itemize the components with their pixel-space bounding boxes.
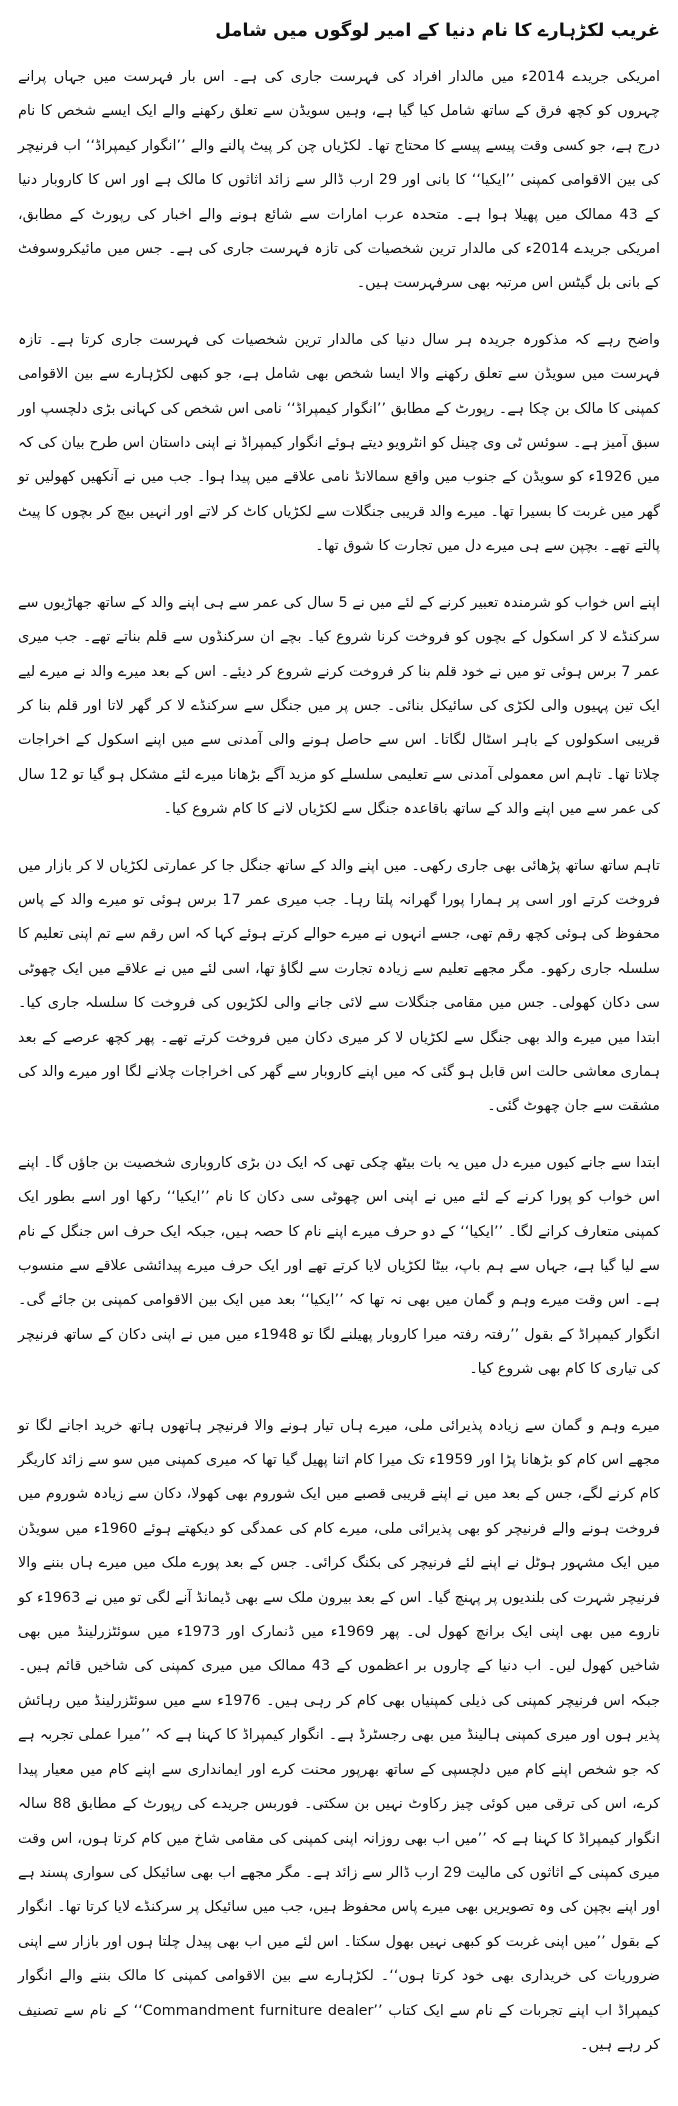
paragraph-1: امریکی جریدے 2014ء میں مالدار افراد کی فہرست جاری کی ہے۔ اس بار فہرست میں جہاں پرانے چہروں کو کچھ فرق کے ساتھ شامل کیا گیا ہے، وہیں سویڈن سے تعلق رکھنے والے ایک ایسے شخص کا نام درج ہے، جو کسی وقت پیسے پیسے کا محتاج تھا۔ لکڑیاں چن کر پیٹ پالنے والے ’’انگوار کیمپراڈ‘‘ اب فرنیچر کی بین الاقوامی کمپنی ’’ایکیا‘‘ کا بانی اور 29 ارب ڈالر سے زائد اثاثوں کا مالک ہے اور اس کا کاروبار دنیا کے 43 ممالک میں پھیلا ہوا ہے۔ متحدہ عرب امارات سے شائع ہونے والے اخبار کی رپورٹ کے مطابق، امریکی جریدے 2014ء کی مالدار ترین شخصیات کی تازہ فہرست جاری کی ہے۔ جس میں مائیکروسوفٹ کے بانی بل گیٹس اس مرتبہ بھی سرفہرست ہیں۔ [18,69,660,292]
paragraph-2: واضح رہے کہ مذکورہ جریدہ ہر سال دنیا کی مالدار ترین شخصیات کی فہرست جاری کرتا ہے۔ تازہ فہرست میں سویڈن سے تعلق رکھنے والا ایسا شخص بھی شامل ہے، جو کبھی لکڑہارے سے بین الاقوامی کمپنی کا مالک بن چکا ہے۔ رپورٹ کے مطابق ’’انگوار کیمپراڈ‘‘ نامی اس شخص کی کہانی بڑی دلچسپ اور سبق آمیز ہے۔ سوئس ٹی وی چینل کو انٹرویو دیتے ہوئے انگوار کیمپراڈ نے اپنی داستان اس طرح بیان کی کہ میں 1926ء کو سویڈن کے جنوب میں واقع سمالانڈ نامی علاقے میں پیدا ہوا۔ جب میں نے آنکھیں کھولیں تو گھر میں غربت کا بسیرا تھا۔ میرے والد قریبی جنگلات سے لکڑیاں کاٹ کر لاتے اور انہیں بیچ کر بچوں کا پیٹ پالتے تھے۔ بچپن سے ہی میرے دل میں تجارت کا شوق تھا۔ [18,331,660,555]
paragraph-5: ابتدا سے جانے کیوں میرے دل میں یہ بات بیٹھ چکی تھی کہ ایک دن بڑی کاروباری شخصیت بن جاؤں گا۔ اپنے اس خواب کو پورا کرنے کے لئے میں نے اپنی اس چھوٹی سی دکان کا نام ’’ایکیا‘‘ رکھا اور اسے بطور ایک کمپنی متعارف کرانے لگا۔ ’’ایکیا‘‘ کے دو حرف میرے اپنے نام کا حصہ ہیں، جبکہ ایک حرف اس جنگل کے نام سے لیا گیا ہے، جہاں سے ہم باپ، بیٹا لکڑیاں لایا کرتے تھے اور ایک حرف میرے پیدائشی علاقے سے منسوب ہے۔ اس وقت میرے وہم و گمان میں بھی نہ تھا کہ ’’ایکیا‘‘ بعد میں ایک بین الاقوامی کمپنی بن جائے گی۔ انگوار کیمپراڈ کے بقول ’’رفتہ رفتہ میرا کاروبار پھیلنے لگا تو 1948ء میں میں نے اپنی دکان کے ساتھ فرنیچر کی تیاری کا کام بھی شروع کیا۔ [18,1154,660,1378]
article-title: غریب لکڑہارے کا نام دنیا کے امیر لوگوں میں شامل [215,20,660,41]
paragraph-6: میرے وہم و گمان سے زیادہ پذیرائی ملی، میرے ہاں تیار ہونے والا فرنیچر ہاتھوں ہاتھ خرید اجانے لگا تو مجھے اس کام کو بڑھانا پڑا اور 1959ء تک میرا کام اتنا پھیل گیا تھا کہ میری کمپنی میں سو سے زائد کاریگر کام کرنے لگے، جس کے بعد میں نے اپنے قریبی قصبے میں ایک شوروم بھی کھولا، دکان سے زیادہ شوروم میں فروخت ہونے والے فرنیچر کو بھی پذیرائی ملی، میرے کام کی عمدگی کو دیکھتے ہوئے 1960ء میں سویڈن میں ایک مشہور ہوٹل نے اپنے لئے فرنیچر کی بکنگ کرائی۔ جس کے بعد پورے ملک میں میرے ہاں بننے والا فرنیچر شہرت کی بلندیوں پر پہنچ گیا۔ اس کے بعد بیرون ملک سے بھی ڈیمانڈ آنے لگی تو میں نے 1963ء کو ناروے میں بھی اپنی ایک برانچ کھول لی۔ پھر 1969ء میں ڈنمارک اور 1973ء میں سوئٹزرلینڈ میں بھی شاخیں کھول لیں۔ اب دنیا کے چاروں بر اعظموں کے 43 ممالک میں میری کمپنی کی شاخیں قائم ہیں۔ جبکہ اس فرنیچر کمپنی کی ذیلی کمپنیاں بھی کام کر رہی ہیں۔ 1976ء سے میں سوئٹزرلینڈ میں رہائش پذیر ہوں اور میری کمپنی ہالینڈ میں بھی رجسٹرڈ ہے۔ انگوار کیمپراڈ کا کہنا ہے کہ ’’میرا عملی تجربہ ہے کہ جو شخص اپنے کام میں دلچسپی کے ساتھ بھرپور محنت کرے اور ایمانداری سے اپنے کام میں معیار پیدا کرے، اس کی ترقی میں کوئی چیز رکاوٹ نہیں بن سکتی۔ فوربس جریدے کی رپورٹ کے مطابق 88 سالہ انگوار کیمپراڈ کا کہنا ہے کہ ’’میں اب بھی روزانہ اپنی کمپنی کی مقامی شاخ میں کام کرتا ہوں، اس وقت میری کمپنی کے اثاثوں کی مالیت 29 ارب ڈالر سے زائد ہے۔ مگر مجھے اب بھی سائیکل کی سواری پسند ہے اور اپنے بچپن کی وہ تصویریں بھی میرے پاس محفوظ ہیں، جب میں سائیکل پر سرکنڈے لایا کرتا تھا۔ انگوار کے بقول ’’میں اپنی غربت کو کبھی نہیں بھول سکتا۔ اس لئے میں اب بھی پیدل چلتا ہوں اور بازار سے اپنی ضروریات کی خریداری بھی خود کرتا ہوں‘‘۔ لکڑہارے سے بین الاقوامی کمپنی کا مالک بننے والے انگوار کیمپراڈ اب اپنے تجربات کے نام سے ایک کتاب ’’Commandment furniture dealer‘‘ کے نام سے تصنیف کر رہے ہیں۔ [18,1417,661,2053]
paragraph-3: اپنے اس خواب کو شرمندہ تعبیر کرنے کے لئے میں نے 5 سال کی عمر سے ہی اپنے والد کے ساتھ جھاڑیوں سے سرکنڈے لا کر اسکول کے بچوں کو فروخت کرنا شروع کیا۔ بچے ان سرکنڈوں سے قلم بناتے تھے۔ جب میری عمر 7 برس ہوئی تو میں نے خود قلم بنا کر فروخت کرنے شروع کر دیئے۔ اس کے بعد میرے والد نے میرے لیے ایک تین پہیوں والی لکڑی کی سائیکل بنائی۔ جس پر میں جنگل سے سرکنڈے لا کر گھر لاتا اور قلم بنا کر قریبی اسکولوں کے باہر اسٹال لگاتا۔ اس سے حاصل ہونے والی آمدنی سے میں اپنے اسکول کے اخراجات چلاتا تھا۔ تاہم اس معمولی آمدنی سے تعلیمی سلسلے کو مزید آگے بڑھانا میرے لئے مشکل ہو گیا تو 12 سال کی عمر سے میں اپنے والد کے ساتھ باقاعدہ جنگل سے لکڑیاں لانے کا کام شروع کیا۔ [18,594,661,818]
paragraph-4: تاہم ساتھ ساتھ پڑھائی بھی جاری رکھی۔ میں اپنے والد کے ساتھ جنگل جا کر عمارتی لکڑیاں لا کر بازار میں فروخت کرتے اور اسی پر ہمارا پورا گھرانہ پلتا رہا۔ جب میری عمر 17 برس ہوئی تو میرے والد کے پاس محفوظ کی ہوئی کچھ رقم تھی، جسے انہوں نے میرے حوالے کرتے ہوئے کہا کہ اس رقم سے تم اپنی تعلیم کا سلسلہ جاری رکھو۔ مگر مجھے تعلیم سے زیادہ تجارت سے لگاؤ تھا، اسی لئے میں نے علاقے میں ایک چھوٹی سی دکان کھولی۔ جس میں مقامی جنگلات سے لائی جانے والی لکڑیوں کی فروخت کا سلسلہ جاری کیا۔ ابتدا میں میرے والد بھی جنگل سے لکڑیاں لا کر میری دکان میں فروخت کرتے تھے۔ پھر کچھ عرصے کے بعد ہماری معاشی حالت اس قابل ہو گئی کہ میں اپنے کاروبار سے گھر کی اخراجات چلانے لگا اور میرے والد کی مشقت سے جان چھوٹ گئی۔ [18,857,660,1115]
